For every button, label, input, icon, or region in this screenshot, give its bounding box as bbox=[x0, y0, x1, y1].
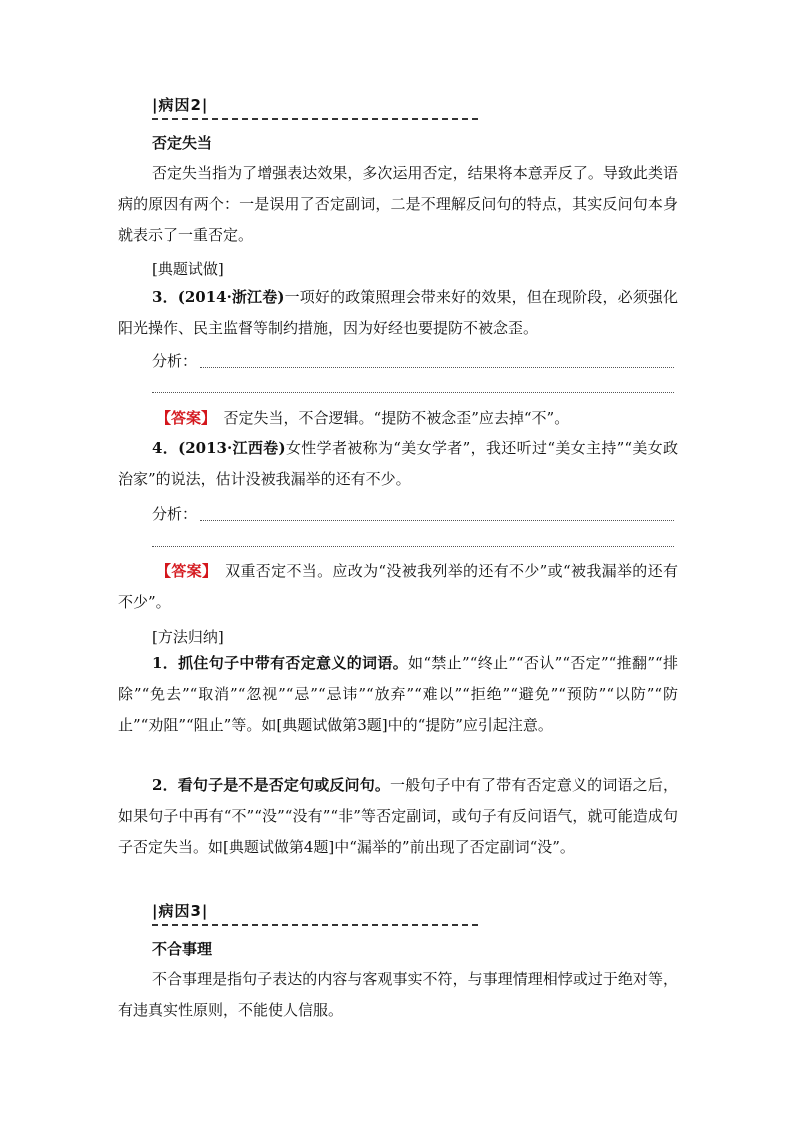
section-label: |病因3| bbox=[152, 902, 209, 920]
question-number: 4． bbox=[152, 439, 179, 457]
question-3 bbox=[118, 282, 678, 344]
analysis-row bbox=[152, 350, 674, 370]
question-4 bbox=[118, 433, 678, 495]
analysis-row bbox=[152, 503, 674, 523]
section-header-3 bbox=[152, 900, 478, 926]
method-tag: [方法归纳] bbox=[152, 628, 224, 646]
question-text: 女性学者被称为“美女学者”，我还听过“美女主持”“美女政治家”的说法，估计没被我漏举的还有不少。 bbox=[118, 439, 678, 488]
section-intro: 不合事理是指句子表达的内容与客观事实不符，与事理情理相悖或过于绝对等，有违真实性原则，不能使人信服。 bbox=[118, 970, 678, 1019]
dashed-rule bbox=[152, 118, 478, 120]
answer-blank bbox=[200, 520, 674, 521]
question-number: 3． bbox=[152, 288, 178, 306]
answer-blank bbox=[200, 367, 674, 368]
answer-blank-line bbox=[152, 546, 674, 547]
method-lead: 1．抓住句子中带有否定意义的词语。 bbox=[152, 654, 409, 672]
question-text: 一项好的政策照理会带来好的效果，但在现阶段，必须强化阳光操作、民主监督等制约措施，因为好经也要提防不被念歪。 bbox=[118, 288, 678, 337]
analysis-label: 分析： bbox=[152, 352, 198, 370]
method-1 bbox=[118, 648, 678, 741]
answer-tag: 【答案】 bbox=[156, 562, 210, 580]
answer-4 bbox=[118, 556, 678, 618]
method-text: 一般句子中有了带有否定意义的词语之后，如果句子中再有“不”“没”“没有”“非”等否定副词，或句子有反问语气，就可能造成句子否定失当。如[典题试做第4题]中“漏举的”前出现了否定副词“没”。 bbox=[118, 776, 678, 856]
answer-tag: 【答案】 bbox=[156, 409, 209, 427]
question-source: (2014·浙江卷) bbox=[177, 288, 285, 306]
section-header-2 bbox=[152, 94, 478, 120]
practice-tag: [典题试做] bbox=[152, 260, 224, 278]
answer-text: 否定失当，不合逻辑。“提防不被念歪”应去掉“不”。 bbox=[223, 409, 570, 427]
method-2 bbox=[118, 770, 678, 863]
section-label: |病因2| bbox=[152, 96, 209, 114]
question-source: (2013·江西卷) bbox=[178, 439, 286, 457]
answer-text: 双重否定不当。应改为“没被我列举的还有不少”或“被我漏举的还有不少”。 bbox=[118, 562, 678, 611]
section-title: 不合事理 bbox=[152, 940, 213, 958]
analysis-label: 分析： bbox=[152, 505, 198, 523]
section-intro: 否定失当指为了增强表达效果，多次运用否定，结果将本意弄反了。导致此类语病的原因有两个：一是误用了否定副词，二是不理解反问句的特点，其实反问句本身就表示了一重否定。 bbox=[118, 164, 678, 244]
method-text: 如“禁止”“终止”“否认”“否定”“推翻”“排除”“免去”“取消”“忽视”“忌”“忌讳”“放弃”“难以”“拒绝”“避免”“预防”“以防”“防止”“劝阻”“阻止”等。如[典题试做第3题]中的“提防”应引起注意。 bbox=[118, 654, 678, 734]
answer-3 bbox=[118, 403, 678, 434]
section-title: 否定失当 bbox=[152, 134, 213, 152]
answer-blank-line bbox=[152, 392, 674, 393]
method-lead: 2．看句子是不是否定句或反问句。 bbox=[152, 776, 391, 794]
dashed-rule bbox=[152, 924, 478, 926]
